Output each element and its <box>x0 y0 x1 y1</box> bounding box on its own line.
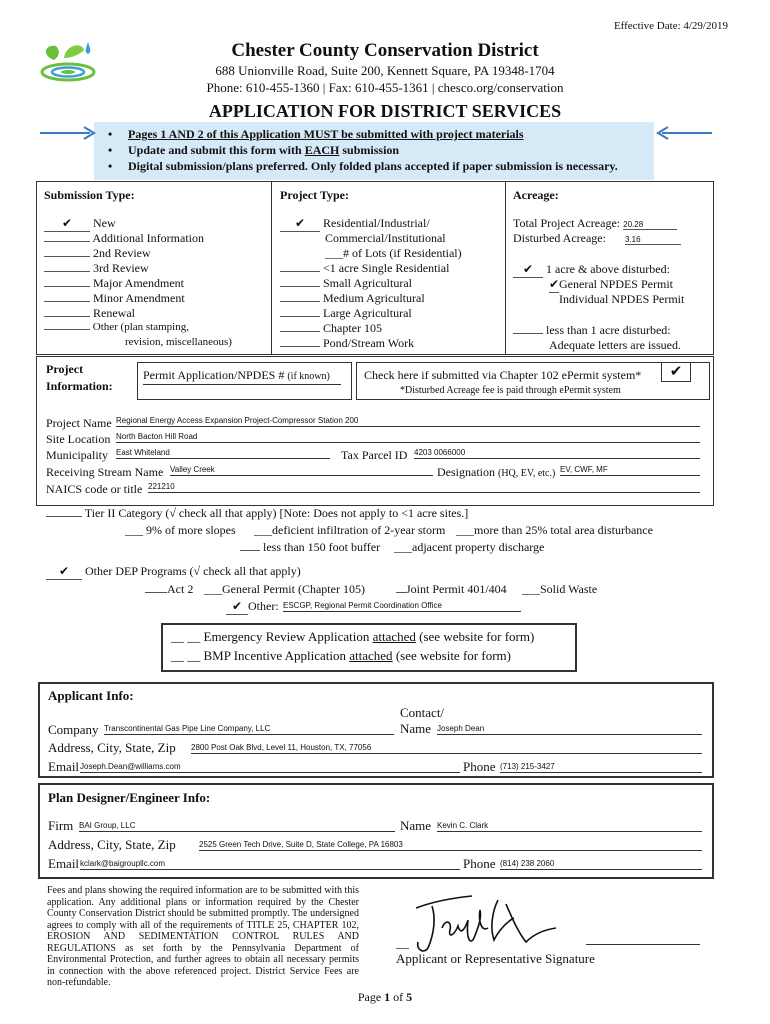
check-blank[interactable] <box>240 550 260 551</box>
under-one-acre-note: Adequate letters are issued. <box>549 338 681 352</box>
divider <box>271 181 272 355</box>
check-blank[interactable] <box>44 256 90 257</box>
npdes-general-label: General NPDES Permit <box>559 277 673 291</box>
project-info-heading-2: Information: <box>46 379 113 393</box>
designer-phone-label: Phone <box>463 856 496 871</box>
check-blank[interactable] <box>44 241 90 242</box>
submission-type-heading: Submission Type: <box>44 188 135 202</box>
dep-programs-row[interactable] <box>46 564 301 580</box>
option-label: Renewal <box>93 306 135 320</box>
site-location-label: Site Location <box>46 432 111 446</box>
designer-email-label: Email <box>48 856 80 871</box>
bmp-incentive-row[interactable] <box>171 648 511 664</box>
dep-general-permit[interactable]: ___General Permit (Chapter 105) <box>204 582 365 596</box>
permit-label: Permit Application/NPDES # <box>143 368 288 382</box>
org-name: Chester County Conservation District <box>231 40 539 61</box>
check-mark[interactable]: ✔ <box>549 277 560 291</box>
tax-parcel-label: Tax Parcel ID <box>341 448 408 462</box>
divider <box>505 181 506 355</box>
submission-option[interactable] <box>44 246 269 261</box>
project-option[interactable] <box>280 306 504 321</box>
check-blank[interactable] <box>44 271 90 272</box>
check-blank[interactable] <box>280 316 320 317</box>
tier2-buffer[interactable] <box>240 540 380 555</box>
option-label: Pond/Stream Work <box>323 336 415 350</box>
emergency-review-row[interactable] <box>171 629 534 645</box>
emergency-c: (see website for form) <box>415 629 535 644</box>
dep-other-field[interactable]: ESCGP, Regional Permit Coordination Office <box>283 601 521 612</box>
option-label: 2nd Review <box>93 246 151 260</box>
disturbed-acreage-row <box>513 231 711 246</box>
dep-label: Other DEP Programs (√ check all that apply) <box>85 564 301 578</box>
applicant-address-label: Address, City, State, Zip <box>48 740 176 755</box>
dep-solid-waste[interactable]: ___Solid Waste <box>522 582 598 596</box>
firm-field[interactable]: BAI Group, LLC <box>79 821 395 832</box>
receiving-stream-label: Receiving Stream Name <box>46 465 164 479</box>
arrow-left-icon <box>656 126 712 140</box>
check-blank[interactable] <box>280 331 320 332</box>
notice-2b: EACH <box>304 143 340 157</box>
page-word: Page <box>357 990 385 1004</box>
chapter102-checkbox[interactable]: ✔ <box>661 362 691 382</box>
option-label: Small Agricultural <box>323 276 412 290</box>
effective-date: Effective Date: 4/29/2019 <box>613 20 728 32</box>
bmp-b: attached <box>349 648 393 663</box>
dep-act2[interactable] <box>145 582 193 597</box>
tier2-discharge[interactable]: ___adjacent property discharge <box>394 540 545 554</box>
permit-number-label <box>143 368 330 383</box>
naics-label: NAICS code or title <box>46 482 143 496</box>
permit-known: (if known) <box>287 371 330 382</box>
option-label: 3rd Review <box>93 261 149 275</box>
project-option[interactable] <box>280 321 504 336</box>
other-cont: revision, miscellaneous) <box>125 336 232 348</box>
permit-number-input[interactable] <box>143 384 341 385</box>
total-acreage-field[interactable]: 20.28 <box>623 220 677 230</box>
page-of: of <box>390 990 407 1004</box>
check-blank[interactable]: ✔ <box>44 216 90 232</box>
dep-other-label: Other: <box>248 599 279 613</box>
total-acreage-row <box>513 216 711 231</box>
tier2-buffer-label: less than 150 foot buffer <box>263 540 381 554</box>
designation-hint: (HQ, EV, etc.) <box>498 468 556 479</box>
org-address: 688 Unionville Road, Suite 200, Kennett Square, PA 19348-1704 <box>215 63 555 78</box>
option-label: Minor Amendment <box>93 291 185 305</box>
arrow-right-icon <box>40 126 96 140</box>
project-option[interactable] <box>280 276 504 291</box>
tier2-slopes[interactable]: ___ 9% of more slopes <box>125 523 236 537</box>
form-title: APPLICATION FOR DISTRICT SERVICES <box>208 101 562 121</box>
submission-option[interactable] <box>44 276 269 291</box>
check-blank[interactable]: ✔ <box>280 216 320 232</box>
project-option: Commercial/Institutional <box>325 231 446 245</box>
municipality-label: Municipality <box>46 448 108 462</box>
signature-line[interactable] <box>586 944 700 945</box>
check-blank[interactable] <box>44 316 90 317</box>
check-blank[interactable] <box>44 286 90 287</box>
option-label: Major Amendment <box>93 276 184 290</box>
check-blank[interactable] <box>44 301 90 302</box>
applicant-heading: Applicant Info: <box>48 688 134 703</box>
tier2-row[interactable] <box>46 506 468 521</box>
page-number <box>0 990 770 1005</box>
project-option[interactable] <box>280 216 504 231</box>
applicant-email-field[interactable]: Joseph.Dean@williams.com <box>80 762 460 773</box>
check-blank[interactable] <box>513 333 543 334</box>
check-blank[interactable]: ✔ <box>513 262 543 278</box>
under-one-acre-row[interactable] <box>513 323 711 338</box>
contact-name-field[interactable]: Joseph Dean <box>437 724 702 735</box>
applicant-address-field[interactable]: 2800 Post Oak Blvd, Level 11, Houston, TX, 77056 <box>191 743 702 754</box>
submission-option[interactable] <box>44 216 269 231</box>
notice-item-3: • Digital submission/plans preferred. Only folded plans accepted if paper submission is necessary. <box>108 158 658 174</box>
submission-option[interactable] <box>44 306 269 321</box>
check-blank[interactable]: ✔ <box>46 564 82 580</box>
designer-phone-field[interactable]: (814) 238 2060 <box>500 859 702 870</box>
check-blank[interactable] <box>280 286 320 287</box>
submission-option[interactable] <box>44 231 269 246</box>
disturbed-acreage-field[interactable]: 3.16 <box>625 235 681 245</box>
project-info-heading: Project <box>46 362 84 376</box>
tier2-disturbance[interactable]: ___more than 25% total area disturbance <box>456 523 653 537</box>
org-contact: Phone: 610-455-1360 | Fax: 610-455-1361 | chesco.org/conservation <box>206 80 564 95</box>
dep-other-row[interactable] <box>226 599 279 615</box>
designation-text: Designation <box>437 465 495 479</box>
chapter102-note: *Disturbed Acreage fee is paid through ePermit system <box>400 385 621 396</box>
notice-2a: Update and submit this form with <box>128 143 305 157</box>
bmp-a: __ __ BMP Incentive Application <box>171 648 350 663</box>
npdes-individual-row[interactable]: Individual NPDES Permit <box>559 292 685 306</box>
designer-name-field[interactable]: Kevin C. Clark <box>437 821 702 832</box>
designation-label <box>437 465 555 480</box>
under-one-acre-label: less than 1 acre disturbed: <box>546 323 671 337</box>
project-name-field[interactable]: Regional Energy Access Expansion Project-Compressor Station 200 <box>116 416 700 427</box>
notice-item-2 <box>108 142 658 158</box>
acreage-block <box>513 216 711 353</box>
contact-label: Contact/ <box>400 705 445 720</box>
naics-field[interactable]: 221210 <box>148 482 700 493</box>
emergency-b: attached <box>372 629 416 644</box>
option-label: <1 acre Single Residential <box>323 261 450 275</box>
option-label: Residential/Industrial/ <box>323 216 430 230</box>
check-blank[interactable] <box>280 271 320 272</box>
submission-option[interactable] <box>44 291 269 306</box>
signature-label: Applicant or Representative Signature <box>396 951 595 966</box>
notice-2c: submission <box>339 143 400 157</box>
dep-act2-label: Act 2 <box>167 582 194 596</box>
check-mark[interactable]: ✔ <box>226 599 248 615</box>
tier2-infiltration[interactable]: ___deficient infiltration of 2-year storm <box>254 523 446 537</box>
designation-field[interactable]: EV, CWF, MF <box>560 465 700 476</box>
bmp-c: (see website for form) <box>392 648 511 663</box>
page-total: 5 <box>406 990 413 1004</box>
check-blank[interactable] <box>46 516 82 517</box>
receiving-stream-field[interactable]: Valley Creek <box>170 465 433 476</box>
designer-name-label: Name <box>400 818 432 833</box>
notice-item-1: • Pages 1 AND 2 of this Application MUST be submitted with project materials <box>108 126 658 142</box>
page-current: 1 <box>384 990 391 1004</box>
disturbed-acreage-label: Disturbed Acreage: <box>513 231 606 245</box>
option-label: New <box>93 216 116 230</box>
signature-underline-left: __ <box>396 935 409 950</box>
option-label: Medium Agricultural <box>323 291 425 305</box>
project-option[interactable] <box>280 336 504 351</box>
option-label: Other (plan stamping, <box>92 321 189 333</box>
project-option[interactable]: ___# of Lots (if Residential) <box>325 246 462 260</box>
fees-note: Fees and plans showing the required information are to be submitted with this application. Any additional plans or information required by the Chester County Conservation District should be submitted promptly. The undersigned agrees to comply with all of the requirements of TITLE 25, CHAPTER 102, EROSION AND SEDIMENTATION CONTROL RULES AND REGULATIONS as set forth by the Pennsylvania Department of Environmental Protection, and further agrees to obtain all necessary permits in connection with the above referenced project. District Service Fees are non-refundable. <box>47 885 359 988</box>
project-type-list <box>280 216 504 351</box>
designer-email-field[interactable]: kclark@baigroupllc.com <box>80 859 460 870</box>
check-blank[interactable] <box>44 329 90 330</box>
submission-option[interactable] <box>44 321 269 336</box>
check-blank[interactable] <box>145 592 167 593</box>
option-label: Chapter 105 <box>323 321 382 335</box>
tier2-label: Tier II Category (√ check all that apply) [Note: Does not apply to <1 acre sites.] <box>84 506 469 520</box>
dep-joint-permit[interactable] <box>396 582 507 597</box>
site-location-field[interactable]: North Bacton Hill Road <box>116 432 700 443</box>
project-option[interactable] <box>280 291 504 306</box>
acreage-heading: Acreage: <box>513 188 559 202</box>
check-blank[interactable] <box>396 592 406 593</box>
tax-parcel-field[interactable]: 4203 0066000 <box>414 448 700 459</box>
total-acreage-label: Total Project Acreage: <box>513 216 621 230</box>
chapter102-label: Check here if submitted via Chapter 102 ePermit system* <box>364 368 642 382</box>
dep-joint-label: Joint Permit 401/404 <box>406 582 507 596</box>
designer-heading: Plan Designer/Engineer Info: <box>48 790 211 805</box>
designer-address-label: Address, City, State, Zip <box>48 837 176 852</box>
company-label: Company <box>48 722 99 737</box>
option-label: Additional Information <box>92 231 204 245</box>
designer-address-field[interactable]: 2525 Green Tech Drive, Suite D, State College, PA 16803 <box>199 840 702 851</box>
project-name-label: Project Name <box>46 416 112 430</box>
submission-option[interactable] <box>44 261 269 276</box>
firm-label: Firm <box>48 818 74 833</box>
applicant-email-label: Email <box>48 759 80 774</box>
emergency-a: __ __ Emergency Review Application <box>171 629 373 644</box>
check-blank[interactable] <box>280 346 320 347</box>
check-blank[interactable] <box>280 301 320 302</box>
applicant-phone-label: Phone <box>463 759 496 774</box>
applicant-phone-field[interactable]: (713) 215-3427 <box>500 762 702 773</box>
npdes-general-row[interactable] <box>513 277 711 292</box>
over-one-acre-label: 1 acre & above disturbed: <box>546 262 670 276</box>
project-option[interactable] <box>280 261 504 276</box>
contact-name-label: Name <box>400 721 432 736</box>
notice-list <box>108 126 658 174</box>
submission-type-list <box>44 216 269 348</box>
project-type-heading: Project Type: <box>280 188 349 202</box>
option-label: Large Agricultural <box>323 306 412 320</box>
company-field[interactable]: Transcontinental Gas Pipe Line Company, LLC <box>104 724 394 735</box>
over-one-acre-row[interactable] <box>513 262 711 277</box>
signature-image <box>402 888 562 960</box>
municipality-field[interactable]: East Whiteland <box>116 448 330 459</box>
